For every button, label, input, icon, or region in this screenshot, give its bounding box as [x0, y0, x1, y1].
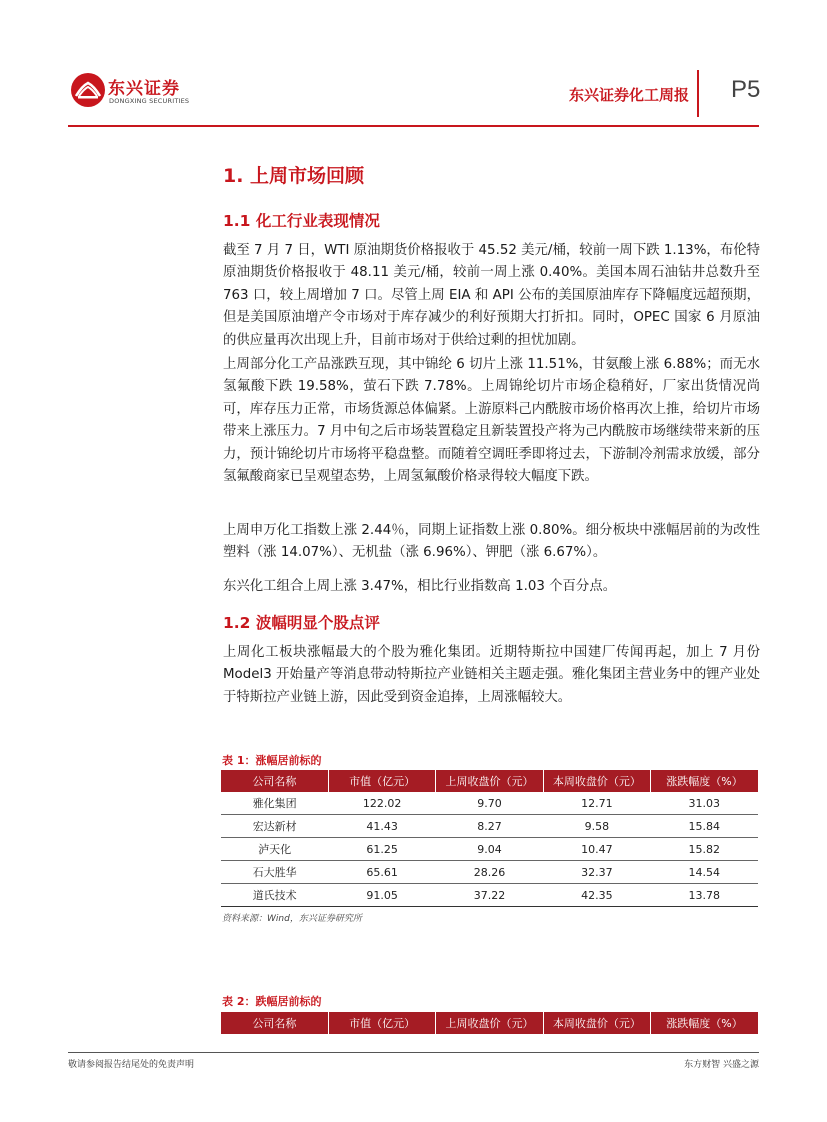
- cell-company: 宏达新材: [221, 815, 328, 838]
- cell-company: 石大胜华: [221, 861, 328, 884]
- cell-company: 道氏技术: [221, 884, 328, 907]
- subsection-title-stocks: 1.2 波幅明显个股点评: [223, 614, 380, 632]
- paragraph-portfolio: 东兴化工组合上周上涨 3.47%，相比行业指数高 1.03 个百分点。: [223, 579, 617, 594]
- paragraph-index: 上周申万化工指数上涨 2.44％，同期上证指数上涨 0.80%。细分板块中涨幅居前的为改性塑料（涨 14.07%）、无机盐（涨 6.96%）、钾肥（涨 6.67%）。: [223, 523, 760, 561]
- cell-market-cap: 61.25: [328, 838, 435, 861]
- page-number: P5: [731, 76, 761, 103]
- col-this-close: 本周收盘价（元）: [543, 1012, 650, 1034]
- cell-this-close: 10.47: [543, 838, 650, 861]
- company-logo: [70, 72, 210, 112]
- cell-last-close: 9.70: [436, 792, 543, 815]
- cell-change: 15.84: [651, 815, 758, 838]
- paragraph-stocks: 上周化工板块涨幅最大的个股为雅化集团。近期特斯拉中国建厂传闻再起，加上 7 月份 Model3 开始量产等消息带动特斯拉产业链相关主题走强。雅化集团主营业务中的锂产业处于特斯拉产业链上游，因此受到资金追捧，上周涨幅较大。: [223, 645, 760, 705]
- cell-last-close: 8.27: [436, 815, 543, 838]
- cell-last-close: 28.26: [436, 861, 543, 884]
- table-top-gainers: [221, 770, 758, 907]
- logo-chinese-name: 东兴证券: [108, 79, 180, 99]
- col-last-close: 上周收盘价（元）: [436, 1012, 543, 1034]
- cell-this-close: 32.37: [543, 861, 650, 884]
- subsection-title-industry: 1.1 化工行业表现情况: [223, 212, 380, 230]
- table-row: [221, 815, 758, 838]
- header-divider: [697, 70, 699, 117]
- table-row: [221, 884, 758, 907]
- table-header-row: [221, 770, 758, 792]
- cell-market-cap: 41.43: [328, 815, 435, 838]
- cell-company: 泸天化: [221, 838, 328, 861]
- table-row: [221, 792, 758, 815]
- cell-market-cap: 65.61: [328, 861, 435, 884]
- logo-english-name: DONGXING SECURITIES: [109, 97, 190, 105]
- col-change: 涨跌幅度（%）: [651, 1012, 758, 1034]
- paragraph-oil: 截至 7 月 7 日，WTI 原油期货价格报收于 45.52 美元/桶，较前一周下跌 1.13%，布伦特原油期货价格报收于 48.11 美元/桶，较前一周上涨 0.40%。美国本周石油钻井总数升至 763 口，较上周增加 7 口。尽管上周 EIA 和 API 公布的美国原油库存下降幅度远超预期，但是美国原油增产令市场对于库存减少的利好预期大打折扣。同时，OPEC 国家 6 月原油的供应量再次出现上升，目前市场对于供给过剩的担忧加剧。: [223, 243, 760, 348]
- table1-caption: 表 1：涨幅居前标的: [222, 754, 322, 767]
- cell-change: 15.82: [651, 838, 758, 861]
- col-market-cap: 市值（亿元）: [328, 770, 435, 792]
- table-top-losers: [221, 1012, 758, 1034]
- col-company: 公司名称: [221, 770, 328, 792]
- cell-change: 31.03: [651, 792, 758, 815]
- cell-market-cap: 122.02: [328, 792, 435, 815]
- col-this-close: 本周收盘价（元）: [543, 770, 650, 792]
- cell-this-close: 42.35: [543, 884, 650, 907]
- col-last-close: 上周收盘价（元）: [436, 770, 543, 792]
- table1-source: 资料来源：Wind，东兴证券研究所: [222, 914, 362, 924]
- footer-disclaimer: 敬请参阅报告结尾处的免责声明: [68, 1060, 195, 1070]
- footer-slogan: 东方财智 兴盛之源: [684, 1060, 759, 1070]
- header-rule: [68, 125, 759, 127]
- paragraph-products: 上周部分化工产品涨跌互现，其中锦纶 6 切片上涨 11.51%，甘氨酸上涨 6.88%；而无水氢氟酸下跌 19.58%，萤石下跌 7.78%。上周锦纶切片市场企稳稍好，厂家出货情况尚可，库存压力正常，市场货源总体偏紧。上游原料己内酰胺市场价格再次上推，给切片市场带来上涨压力。7 月中旬之后市场装置稳定且新装置投产将为己内酰胺市场继续带来新的压力，预计锦纶切片市场将平稳盘整。而随着空调旺季即将过去，下游制冷剂需求放缓，部分氢氟酸商家已呈观望态势，上周氢氟酸价格录得较大幅度下跌。: [223, 357, 760, 485]
- table2-caption: 表 2：跌幅居前标的: [222, 995, 322, 1008]
- cell-company: 雅化集团: [221, 792, 328, 815]
- report-name: 东兴证券化工周报: [568, 86, 689, 104]
- col-market-cap: 市值（亿元）: [328, 1012, 435, 1034]
- footer-rule: [68, 1052, 759, 1053]
- table-row: [221, 861, 758, 884]
- cell-market-cap: 91.05: [328, 884, 435, 907]
- table-header-row: [221, 1012, 758, 1034]
- cell-change: 13.78: [651, 884, 758, 907]
- cell-this-close: 9.58: [543, 815, 650, 838]
- cell-last-close: 9.04: [436, 838, 543, 861]
- col-company: 公司名称: [221, 1012, 328, 1034]
- col-change: 涨跌幅度（%）: [651, 770, 758, 792]
- section-title: 1. 上周市场回顾: [223, 165, 365, 187]
- cell-this-close: 12.71: [543, 792, 650, 815]
- table-row: [221, 838, 758, 861]
- cell-last-close: 37.22: [436, 884, 543, 907]
- logo-mark-icon: [70, 72, 106, 108]
- cell-change: 14.54: [651, 861, 758, 884]
